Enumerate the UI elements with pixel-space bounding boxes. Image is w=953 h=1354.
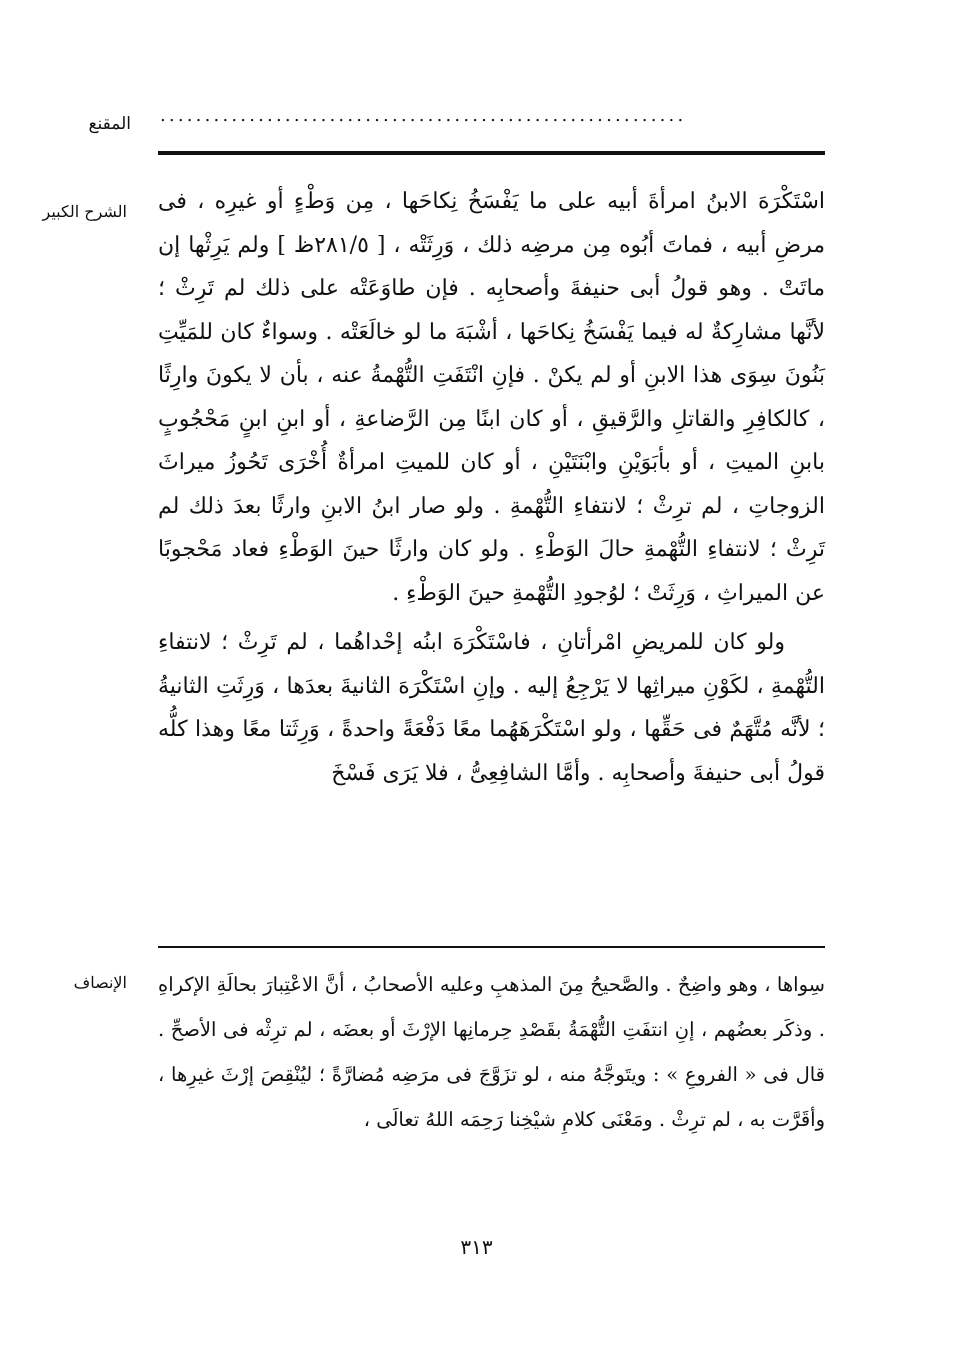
page-number: ٣١٣ [460, 1235, 493, 1259]
footnote-paragraph-1: سِواها ، وهو واضِحٌ . والصَّحيحُ مِنَ المذهبِ وعليه الأصحابُ ، أنَّ الاعْتِبارَ بحالَةِ الإكراهِ . وذكَر بعضُهم ، إنِ انتفَتِ التُّهْمَةُ بقَصْدِ حِرمانِها الإرْثَ أو بعضَه ، لم ترِثْه فى الأصحِّ . قال فى « الفروعِ » : ويتَوجَّهُ منه ، لو تزَوَّجَ فى مرَضِه مُضارَّةً ؛ ليُنْقِصَ إرْثَ غيرِها ، وأقَرَّت به ، لم ترِثْ . ومَعْنَى كلامِ شيْخِنا رَحِمَه اللهُ تعالَى ، [158, 973, 825, 1131]
side-label-main-commentary: الشرح الكبير [42, 202, 127, 221]
footnote-text-block [158, 962, 825, 1142]
header-rule [158, 151, 825, 155]
main-paragraph-2: ولو كان للمريضِ امْرأتانِ ، فاسْتَكْرَهَ ابنُه إحْداهُما ، لم تَرِثْ ؛ لانتفاءِ التُّهْمةِ ، لكَوْنِ ميراثِها لا يَرْجِعُ إليه . وإنِ اسْتَكْرَهَ الثانيةَ بعدَها ، وَرِثَتِ الثانيةُ ؛ لأنَّه مُتَّهَمٌ فى حَقِّها ، ولو اسْتَكْرَهَهُما معًا دَفْعَةً واحدةً ، وَرِثَتا معًا وهذا كلُّه قولُ أبى حنيفةَ وأصحابِه . وأمَّا الشافِعِىُّ ، فلا يَرَى فَسْخَ [158, 630, 826, 786]
side-label-footnote-commentary: الإنصاف [73, 973, 127, 992]
running-header-title: المقنع [88, 114, 131, 134]
section-divider-rule [158, 946, 825, 948]
main-text-block [158, 180, 825, 795]
main-paragraph-1: اسْتَكْرَهَ الابنُ امرأةَ أبيه على ما يَفْسَخُ نِكاحَها ، مِن وَطْءٍ أو غيرِه ، فى مرضِ أبيه ، فماتَ أبُوه مِن مرضِه ذلك ، وَرِثَتْه ، [ ٢٨١/٥ظ ] ولم يَرِثْها إن ماتَتْ . وهو قولُ أبى حنيفةَ وأصحابِه . فإن طاوَعَتْه على ذلك لم تَرِثْ ؛ لأنَّها مشارِكةٌ له فيما يَفْسَخُ نِكاحَها ، أشْبَهَ ما لو خالَعَتْه . وسواءٌ كان للمَيِّتِ بَنُونَ سِوَى هذا الابنِ أو لم يكنْ . فإنِ انْتَفَتِ التُّهْمةُ عنه ، بأن لا يكونَ وارِثًا ، كالكافِرِ والقاتلِ والرَّقيقِ ، أو كان ابنًا مِن الرَّضاعةِ ، أو ابنِ ابنٍ مَحْجُوبٍ بابنِ الميتِ ، أو بأبَوَيْنِ وابْنَتَيْنِ ، أو كان للميتِ امرأةٌ أُخْرَى تَحُوزُ ميراثَ الزوجاتِ ، لم ترِثْ ؛ لانتفاءِ التُّهْمةِ . ولو صار ابنُ الابنِ وارثًا بعدَ ذلك لم تَرِثْ ؛ لانتفاءِ التُّهْمةِ حالَ الوَطْءِ . ولو كان وارثًا حينَ الوَطْءِ فعاد مَحْجوبًا عن الميراثِ ، وَرِثَتْ ؛ لوُجودِ التُّهْمةِ حينَ الوَطْءِ . [158, 189, 825, 606]
header-dotted-leader: ........................................................... [160, 105, 687, 126]
